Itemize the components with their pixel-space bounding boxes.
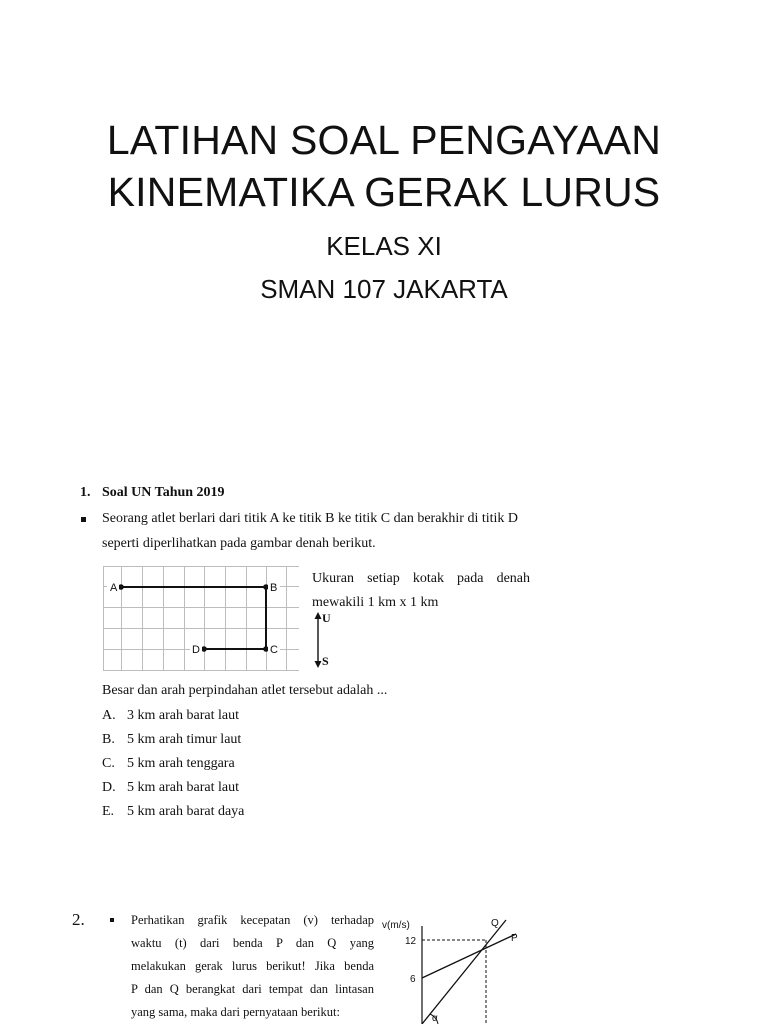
- tick-6-label: 6: [410, 974, 416, 985]
- line-q-label: Q: [491, 918, 499, 929]
- q1-option-d-text: 5 km arah barat laut: [127, 780, 239, 795]
- point-a: [118, 584, 124, 590]
- compass-south-label: S: [322, 654, 329, 668]
- q1-option-c-text: 5 km arah tenggara: [127, 756, 235, 771]
- q1-stem-line-2: seperti diperlihatkan pada gambar denah berikut.: [102, 536, 376, 551]
- q1-bullet-icon: [81, 517, 86, 522]
- q1-option-a-letter: A.: [102, 708, 116, 723]
- q1-stem-line-1: Seorang atlet berlari dari titik A ke titik B ke titik C dan berakhir di titik D: [102, 511, 519, 526]
- q1-note-line-2: mewakili 1 km x 1 km: [312, 595, 439, 610]
- q2-bullet-icon: [110, 918, 114, 922]
- q1-option-e-text: 5 km arah barat daya: [127, 804, 245, 819]
- q2-velocity-graph: [380, 912, 530, 1024]
- angle-label: α: [432, 1013, 438, 1024]
- q1-number: 1.: [80, 485, 91, 500]
- q1-option-e-letter: E.: [102, 804, 115, 819]
- line-p-label: P: [511, 933, 518, 944]
- q2-line-2: waktu (t) dari benda P dan Q yang: [131, 936, 374, 950]
- label-b: B: [270, 582, 278, 594]
- title-line-2: KINEMATIKA GERAK LURUS: [107, 169, 661, 215]
- y-axis-label: v(m/s): [382, 920, 410, 931]
- point-b: [263, 584, 269, 590]
- q1-note-line-1: Ukuran setiap kotak pada denah: [312, 571, 530, 586]
- q2-line-3: melakukan gerak lurus berikut! Jika benda: [131, 959, 374, 973]
- label-a: A: [110, 582, 118, 594]
- q1-grid-map: [100, 566, 300, 678]
- q1-option-b-letter: B.: [102, 732, 115, 747]
- label-c: C: [270, 644, 278, 656]
- q2-line-4: P dan Q berangkat dari tempat dan lintasan: [131, 982, 374, 996]
- q1-heading: Soal UN Tahun 2019: [102, 485, 225, 500]
- q1-option-b-text: 5 km arah timur laut: [127, 732, 242, 747]
- school-line: SMAN 107 JAKARTA: [260, 274, 508, 304]
- class-line: KELAS XI: [326, 231, 442, 261]
- q2-line-5: yang sama, maka dari pernyataan berikut:: [131, 1005, 340, 1019]
- title-line-1: LATIHAN SOAL PENGAYAAN: [106, 117, 662, 163]
- q1-option-c-letter: C.: [102, 756, 115, 771]
- q1-question: Besar dan arah perpindahan atlet tersebut adalah ...: [102, 683, 388, 698]
- label-d: D: [192, 644, 200, 656]
- compass-north-label: U: [322, 611, 331, 625]
- tick-12-label: 12: [405, 936, 417, 947]
- q2-line-1: Perhatikan grafik kecepatan (v) terhadap: [131, 913, 374, 927]
- q2-number: 2.: [72, 910, 85, 929]
- point-d: [201, 646, 207, 652]
- q1-option-a-text: 3 km arah barat laut: [127, 708, 239, 723]
- q1-option-d-letter: D.: [102, 780, 116, 795]
- line-p: [422, 934, 516, 978]
- point-c: [263, 646, 269, 652]
